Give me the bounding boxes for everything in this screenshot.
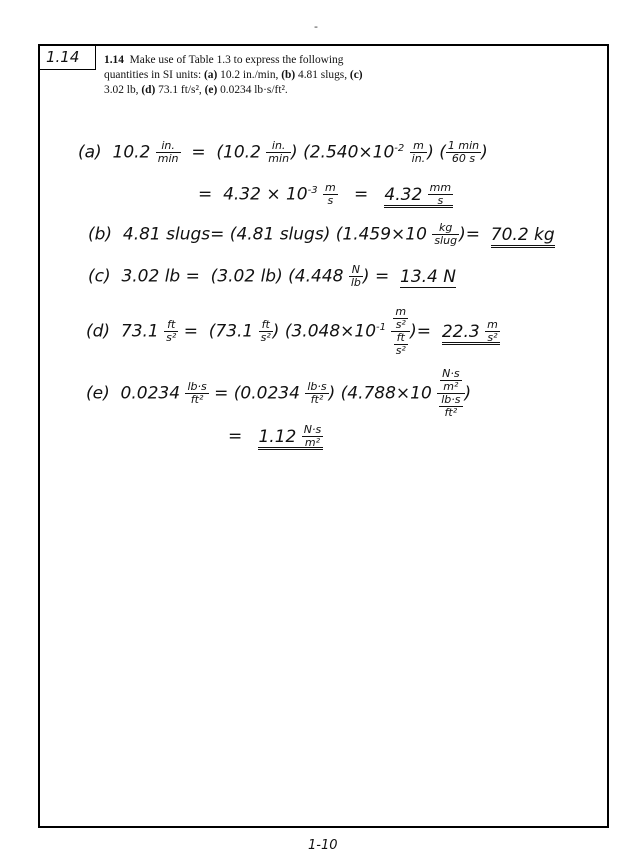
part-d-value: 73.1 ft/s², [155,84,202,96]
b-equals2: = [465,224,480,245]
d-factor2-exp: -1 [376,321,386,333]
a2-unit: $\frac{m}{s}$ [325,181,336,207]
statement-text: Make use of Table 1.3 to express the following quantities in SI units: [104,54,344,81]
solution-a-line2 [198,182,453,207]
a2-equals2: = [353,184,369,205]
solution-b: (b) 4.81 slugs= (4.81 slugs) (1.459×10 $\frac{kg}{\text{slug}}$ )= 70.2 kg [88,221,555,247]
c-equals2: = [374,266,390,287]
e-factor2-unit: $\frac{\frac{N\cdot s}{\text{m²}}}{\frac{lb\cdot s}{\text{ft²}}}$ [437,368,464,419]
b-label: (b) [88,224,113,245]
e-factor1-value: 0.0234 [240,383,300,404]
part-e-value: 0.0234 lb·s/ft². [217,84,288,96]
a-result: 4.32 $\frac{mm}{s}$ [384,181,452,207]
b-equals: = [210,224,225,245]
a-factor3: $\frac{1 \min}{60 s}$ [447,139,480,165]
e-factor2-value: 4.788×10 [347,383,432,404]
solution-c: (c) 3.02 lb = (3.02 lb) (4.448 $\frac{N}{lb}$ ) = 13.4 N [88,263,456,289]
d-result: 22.3 $\frac{m}{\text{s²}}$ [441,318,498,344]
a2-value: 4.32 × 10 [223,184,308,205]
part-e-label: (e) [204,84,218,96]
c-value: 3.02 lb [121,266,181,287]
c-factor2-unit: $\frac{N}{lb}$ [350,263,361,289]
a-factor2-value: 2.540×10 [309,142,395,163]
a-value: 10.2 [112,142,151,163]
a-equals: = [191,142,206,163]
part-a-label: (a) [204,69,218,81]
problem-number-tab: 1.14 [46,48,80,66]
c-label: (c) [88,266,111,287]
solution-e-line2 [228,424,323,449]
a2-equals: = [198,184,213,205]
e-result: 1.12 $\frac{N\cdot s}{\text{m²}}$ [258,423,322,449]
d-factor2-value: 3.048×10 [291,321,377,342]
d-unit: $\frac{ft}{\text{s²}}$ [166,318,177,344]
d-factor1-value: 73.1 [215,321,254,342]
problem-number: 1.14 [104,54,124,66]
solution-d: (d) 73.1 $\frac{ft}{\text{s²}}$ = (73.1 $\frac{ft}{\text{s²}}$ ) ($3.048\times 10^{-1}$ $\frac{\frac{m}{\text{s²}}}{\frac{ft}{\text{s²}}}$ )= 22.3 $\frac{m}{\text{s²}}$ [86,305,498,357]
a-factor1-unit: $\frac{in.}{\min}$ [268,139,290,165]
c-factor2-value: 4.448 [294,266,344,287]
b-result: 70.2 kg [491,225,555,248]
b-factor2-value: 1.459×10 [342,224,427,245]
page-mark: - [314,20,318,33]
b-value: 4.81 slugs [122,224,211,245]
a-unit: $\frac{in.}{\min}$ [157,139,179,165]
e-label: (e) [86,383,110,404]
a-factor1-value: 10.2 [223,142,261,163]
solution-e-line1: (e) 0.0234 $\frac{lb\cdot s}{\text{ft²}}$ = (0.0234 $\frac{lb\cdot s}{\text{ft²}}$ ) (4.788×10 $\frac{\frac{N\cdot s}{\text{m²}}}{\frac{lb\cdot s}{\text{ft²}}}$ ) [86,367,472,419]
solution-a-line1: (a) 10.2 $\frac{in.}{\min}$ = (10.2 $\frac{in.}{\min}$ ) ($2.540\times 10^{-2}$ $\frac{m}{in.}$ ) ( $\frac{1 \min}{60 s}$ ) [78,139,488,165]
e-equals: = [214,383,229,404]
d-factor1-unit: $\frac{ft}{\text{s²}}$ [260,318,271,344]
a-factor2-unit: $\frac{m}{in.}$ [411,139,426,165]
c-factor1: 3.02 lb [217,266,277,287]
d-factor2-unit: $\frac{\frac{m}{\text{s²}}}{\frac{ft}{\text{s²}}}$ [391,306,410,357]
part-c-label: (c) [349,69,363,81]
e-unit: $\frac{lb\cdot s}{\text{ft²}}$ [187,380,207,406]
problem-statement [104,53,374,98]
part-b-value: 4.81 slugs, [295,69,348,81]
d-value: 73.1 [120,321,159,342]
e-value: 0.0234 [120,383,181,404]
b-factor1: 4.81 slugs [236,224,324,245]
a-label: (a) [78,142,102,163]
part-b-label: (b) [281,69,296,81]
part-c-value: 3.02 lb, [104,84,139,96]
part-a-value: 10.2 in./min, [217,69,279,81]
c-result: 13.4 N [400,266,456,287]
c-equals: = [185,266,200,287]
part-d-label: (d) [141,84,156,96]
e-factor1-unit: $\frac{lb\cdot s}{\text{ft²}}$ [307,380,327,406]
e2-equals: = [228,426,243,447]
d-equals2: = [416,321,432,342]
b-factor2-unit: $\frac{kg}{\text{slug}}$ [434,221,458,247]
d-equals: = [183,321,198,342]
a-factor2-exp: -2 [394,142,405,154]
page-number: 1-10 [308,838,338,853]
a2-exp: -3 [307,184,318,196]
d-label: (d) [86,321,111,342]
